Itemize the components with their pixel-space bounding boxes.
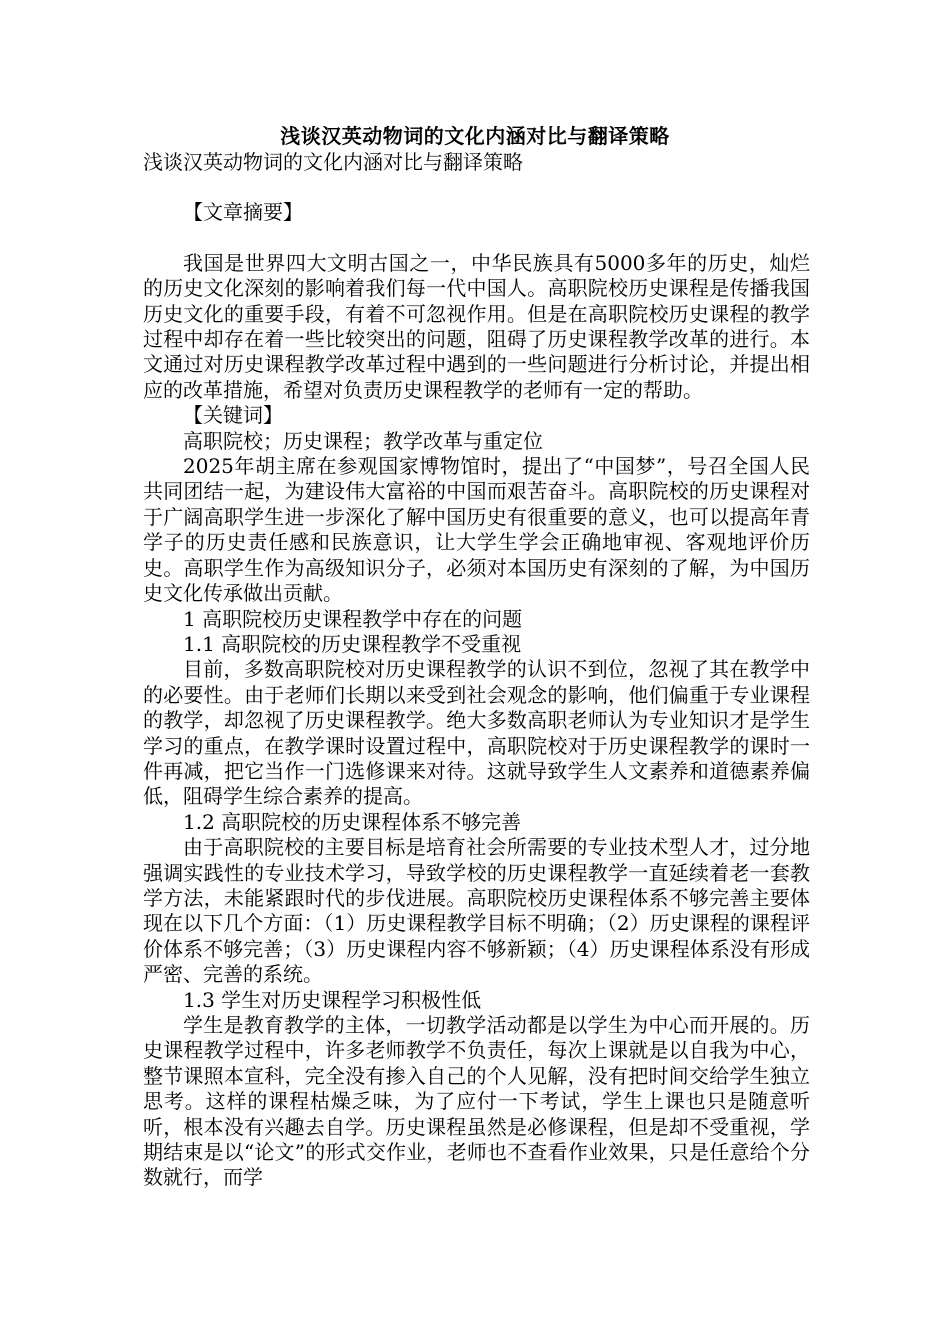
section-1-1-paragraph: 目前，多数高职院校对历史课程教学的认识不到位，忽视了其在教学中的必要性。由于老师们长期以来受到社会观念的影响，他们偏重于专业课程的教学，却忽视了历史课程教学。绝大多数高职老师认为专业知识才是学生学习的重点，在教学课时设置过程中，高职院校对于历史课程教学的课时一件再减，把它当作一门选修课来对待。这就导致学生人文素养和道德素养偏低，阻碍学生综合素养的提高。 xyxy=(143,657,810,809)
keywords-text: 高职院校；历史课程；教学改革与重定位 xyxy=(183,428,543,453)
document-title: 浅谈汉英动物词的文化内涵对比与翻译策略 xyxy=(280,124,670,148)
abstract-heading: 【文章摘要】 xyxy=(183,200,303,225)
section-1-heading: 1 高职院校历史课程教学中存在的问题 xyxy=(183,606,523,631)
spacer xyxy=(143,175,810,200)
section-1-1-heading: 1.1 高职院校的历史课程教学不受重视 xyxy=(183,631,522,656)
abstract-paragraph: 我国是世界四大文明古国之一，中华民族具有5000多年的历史，灿烂的历史文化深刻的影响着我们每一代中国人。高职院校历史课程是传播我国历史文化的重要手段，有着不可忽视作用。但是在高职院校历史课程的教学过程中却存在着一些比较突出的问题，阻碍了历史课程教学改革的进行。本文通过对历史课程教学改革过程中遇到的一些问题进行分析讨论，并提出相应的改革措施，希望对负责历史课程教学的老师有一定的帮助。 xyxy=(143,250,810,402)
spacer xyxy=(143,226,810,251)
document-body xyxy=(143,150,810,1191)
section-1-3-paragraph: 学生是教育教学的主体，一切教学活动都是以学生为中心而开展的。历史课程教学过程中，许多老师教学不负责任，每次上课就是以自我为中心，整节课照本宣科，完全没有掺入自己的个人见解，没有把时间交给学生独立思考。这样的课程枯燥乏味，为了应付一下考试，学生上课也只是随意听听，根本没有兴趣去自学。历史课程虽然是必修课程，但是却不受重视，学期结束是以“论文”的形式交作业，老师也不查看作业效果，只是任意给个分数就行，而学 xyxy=(143,1013,810,1190)
section-1-3-heading: 1.3 学生对历史课程学习积极性低 xyxy=(183,987,482,1012)
intro-paragraph: 2025年胡主席在参观国家博物馆时，提出了“中国梦”，号召全国人民共同团结一起，为建设伟大富裕的中国而艰苦奋斗。高职院校的历史课程对于广阔高职学生进一步深化了解中国历史有很重要的意义，也可以提高年青学子的历史责任感和民族意识，让大学生学会正确地审视、客观地评价历史。高职学生作为高级知识分子，必须对本国历史有深刻的了解，为中国历史文化传承做出贡献。 xyxy=(143,454,810,606)
keywords-heading: 【关键词】 xyxy=(183,403,283,428)
document-subtitle: 浅谈汉英动物词的文化内涵对比与翻译策略 xyxy=(143,150,523,174)
section-1-2-paragraph: 由于高职院校的主要目标是培育社会所需要的专业技术型人才，过分地强调实践性的专业技术学习，导致学校的历史课程教学一直延续着老一套教学方法，未能紧跟时代的步伐进展。高职院校历史课程体系不够完善主要体现在以下几个方面：（1）历史课程教学目标不明确；（2）历史课程的课程评价体系不够完善；（3）历史课程内容不够新颖；（4）历史课程体系没有形成严密、完善的系统。 xyxy=(143,835,810,987)
section-1-2-heading: 1.2 高职院校的历史课程体系不够完善 xyxy=(183,809,522,834)
